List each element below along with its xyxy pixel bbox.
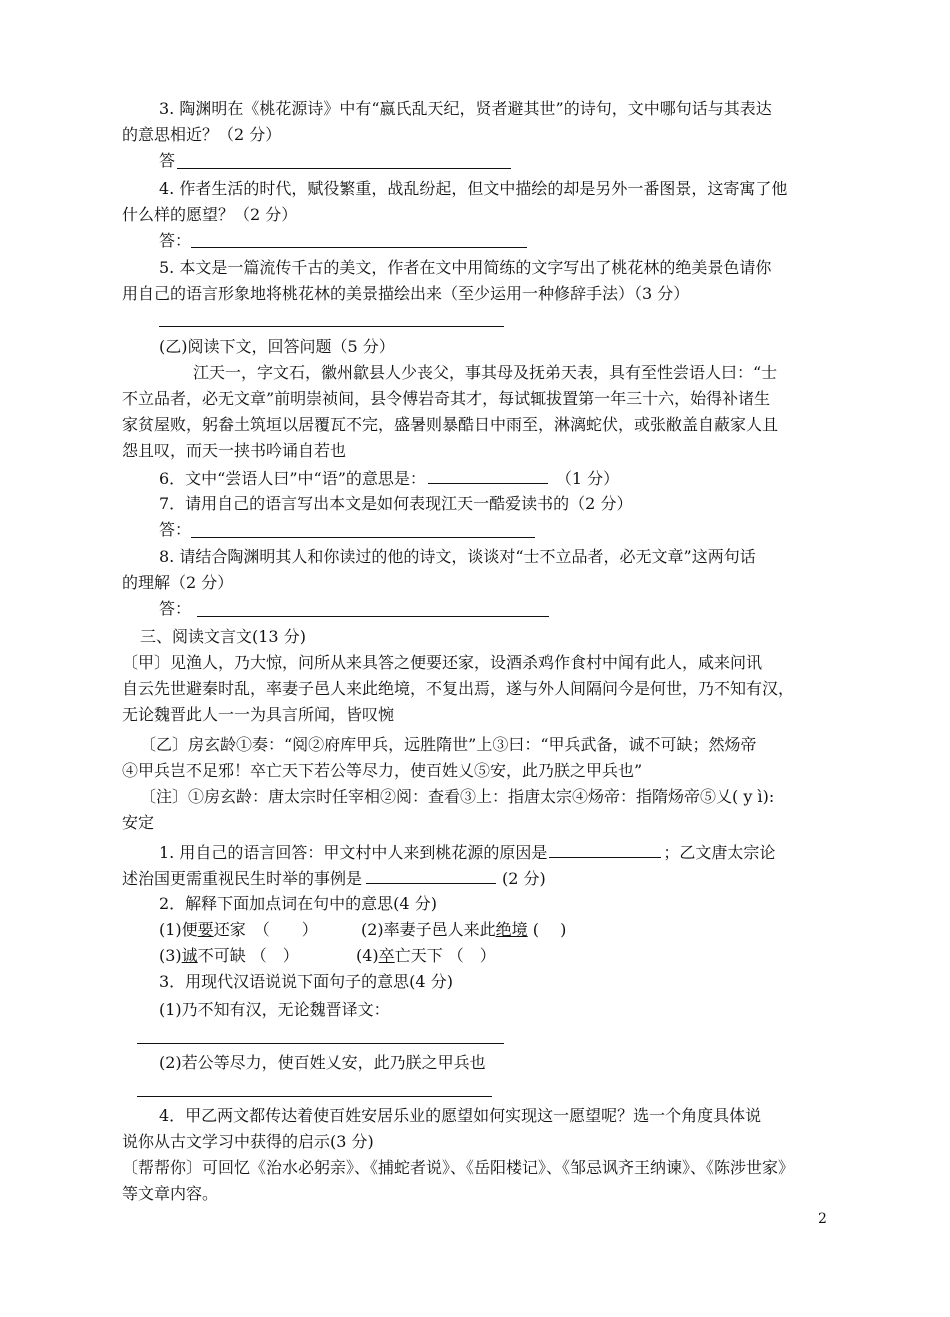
- t4-line-1: 4．甲乙两文都传达着使百姓安居乐业的愿望如何实现这一愿望呢？选一个角度具体说: [159, 1106, 762, 1125]
- q5-answer-line[interactable]: [159, 326, 504, 327]
- t1-score: (2 分): [502, 869, 546, 888]
- passage-b-line-2: 不立品者，必无文章”前明崇祯间，县令傅岩奇其才，每试辄拔置第一年三十六，始得补诸生: [122, 389, 771, 408]
- t3-question: 3．用现代汉语说说下面句子的意思(4 分): [159, 972, 453, 991]
- q8-line-2: 的理解（2 分）: [122, 573, 234, 592]
- t2-item-3: [159, 945, 299, 967]
- passage-b-line-4: 怨且叹，而天一挟书吟诵自若也: [122, 441, 347, 460]
- t1-line-1: [159, 841, 775, 864]
- t3-item-1-answer-line[interactable]: [137, 1043, 504, 1044]
- t2-item-1-keyword: 要: [197, 920, 214, 939]
- t2-item-2-prefix: (2)率妻子邑人来此: [361, 920, 496, 939]
- q3-line-1: 3. 陶渊明在《桃花源诗》中有“嬴氏乱天纪，贤者避其世”的诗句，文中哪句话与其表达: [159, 99, 772, 118]
- t2-question: 2．解释下面加点词在句中的意思(4 分): [159, 894, 437, 913]
- t3-item-2-answer-line[interactable]: [137, 1096, 492, 1097]
- q4-line-2: 什么样的愿望？（2 分）: [122, 205, 298, 224]
- t2-item-3-suffix: 不可缺 （ ）: [197, 946, 299, 965]
- t2-item-2-keyword: 绝境: [495, 920, 528, 939]
- t3-item-2: (2)若公等尽力，使百姓乂安，此乃朕之甲兵也: [159, 1053, 486, 1072]
- q6-blank[interactable]: [428, 467, 548, 484]
- passage-jia-line-3: 无论魏晋此人一一为具言所闻，皆叹惋: [122, 705, 395, 724]
- passage-yi-line-1: 〔乙〕房玄龄①奏：“阅②府库甲兵，远胜隋世”上③曰：“甲兵武备，诚不可缺；然炀帝: [140, 735, 757, 754]
- q6-question: [159, 467, 619, 490]
- t2-item-4-prefix: (4): [356, 946, 379, 965]
- q4-answer-line[interactable]: [191, 247, 527, 248]
- q7-question: 7．请用自己的语言写出本文是如何表现江天一酷爱读书的（2 分）: [159, 494, 633, 513]
- section-b-title: (乙)阅读下文，回答问题（5 分）: [159, 337, 395, 356]
- q3-answer-label: 答: [159, 151, 176, 170]
- t2-item-3-keyword: 诚: [181, 946, 198, 965]
- t2-item-1-prefix: (1)便: [159, 920, 198, 939]
- t1-text-c: 述治国更需重视民生时举的事例是: [122, 869, 363, 888]
- q7-answer-label: 答：: [159, 520, 192, 539]
- t4-line-2: 说你从古文学习中获得的启示(3 分): [122, 1132, 374, 1151]
- notes-line-2: 安定: [122, 813, 155, 832]
- page-number: 2: [818, 1211, 827, 1227]
- q8-answer-line[interactable]: [197, 616, 549, 617]
- t2-item-3-prefix: (3): [159, 946, 182, 965]
- q8-line-1: 8. 请结合陶渊明其人和你读过的他的诗文，谈谈对“士不立品者，必无文章”这两句话: [159, 547, 756, 566]
- t2-item-2-suffix: ( ): [527, 920, 567, 939]
- help-line-2: 等文章内容。: [122, 1184, 219, 1203]
- q6-score: （1 分）: [555, 469, 620, 488]
- t1-blank-1[interactable]: [549, 841, 661, 858]
- notes-line-1: 〔注〕①房玄龄：唐太宗时任宰相②阅：查看③上：指唐太宗④炀帝：指隋炀帝⑤乂( y ì):: [140, 787, 775, 806]
- t2-item-1: [159, 919, 318, 941]
- t1-blank-2[interactable]: [366, 867, 496, 884]
- t1-text-a: 1. 用自己的语言回答：甲文村中人来到桃花源的原因是: [159, 843, 548, 862]
- t2-item-1-suffix: 还家 （ ）: [213, 920, 318, 939]
- help-line-1: 〔帮帮你〕可回忆《治水必躬亲》、《捕蛇者说》、《岳阳楼记》、《邹忌讽齐王纳谏》、《陈涉世家》: [122, 1158, 795, 1177]
- q3-answer-line[interactable]: [177, 168, 511, 169]
- q5-line-1: 5. 本文是一篇流传千古的美文，作者在文中用简练的文字写出了桃花林的绝美景色请你: [159, 258, 772, 277]
- t2-item-4: [356, 945, 496, 967]
- passage-b-line-1: 江天一，字文石，徽州歙县人少丧父，事其母及抚弟天表，具有至性尝语人曰：“士: [193, 363, 778, 382]
- q6-text: 6．文中“尝语人曰”中“语”的意思是：: [159, 469, 426, 488]
- q4-answer-label: 答：: [159, 231, 192, 250]
- passage-jia-line-2: 自云先世避秦时乱，率妻子邑人来此绝境，不复出焉，遂与外人间隔问今是何世，乃不知有汉，: [122, 679, 795, 698]
- t3-item-1: (1)乃不知有汉，无论魏晋译文：: [159, 1000, 390, 1019]
- passage-jia-line-1: 〔甲〕见渔人，乃大惊，问所从来具答之便要还家，设酒杀鸡作食村中闻有此人，咸来问讯: [122, 653, 763, 672]
- t1-line-2: [122, 867, 546, 890]
- passage-yi-line-2: ④甲兵岂不足邪！卒亡天下若公等尽力，使百姓乂⑤安，此乃朕之甲兵也”: [122, 761, 643, 780]
- t2-item-4-suffix: 亡天下 （ ）: [394, 946, 496, 965]
- q5-line-2: 用自己的语言形象地将桃花林的美景描绘出来（至少运用一种修辞手法）（3 分）: [122, 284, 690, 303]
- t2-item-2: [361, 919, 566, 941]
- q3-line-2: 的意思相近？（2 分）: [122, 125, 282, 144]
- q7-answer-line[interactable]: [191, 537, 535, 538]
- t2-item-4-keyword: 卒: [378, 946, 395, 965]
- q4-line-1: 4. 作者生活的时代，赋役繁重，战乱纷起，但文中描绘的却是另外一番图景，这寄寓了他: [159, 179, 788, 198]
- q8-answer-label: 答：: [159, 599, 192, 618]
- section-3-title: 三、阅读文言文(13 分): [140, 627, 306, 646]
- t1-text-b: ；乙文唐太宗论: [663, 843, 776, 862]
- passage-b-line-3: 家贫屋败，躬畚土筑垣以居覆瓦不完，盛暑则暴酷日中雨至，淋漓蛇伏，或张敝盖自蔽家人且: [122, 415, 779, 434]
